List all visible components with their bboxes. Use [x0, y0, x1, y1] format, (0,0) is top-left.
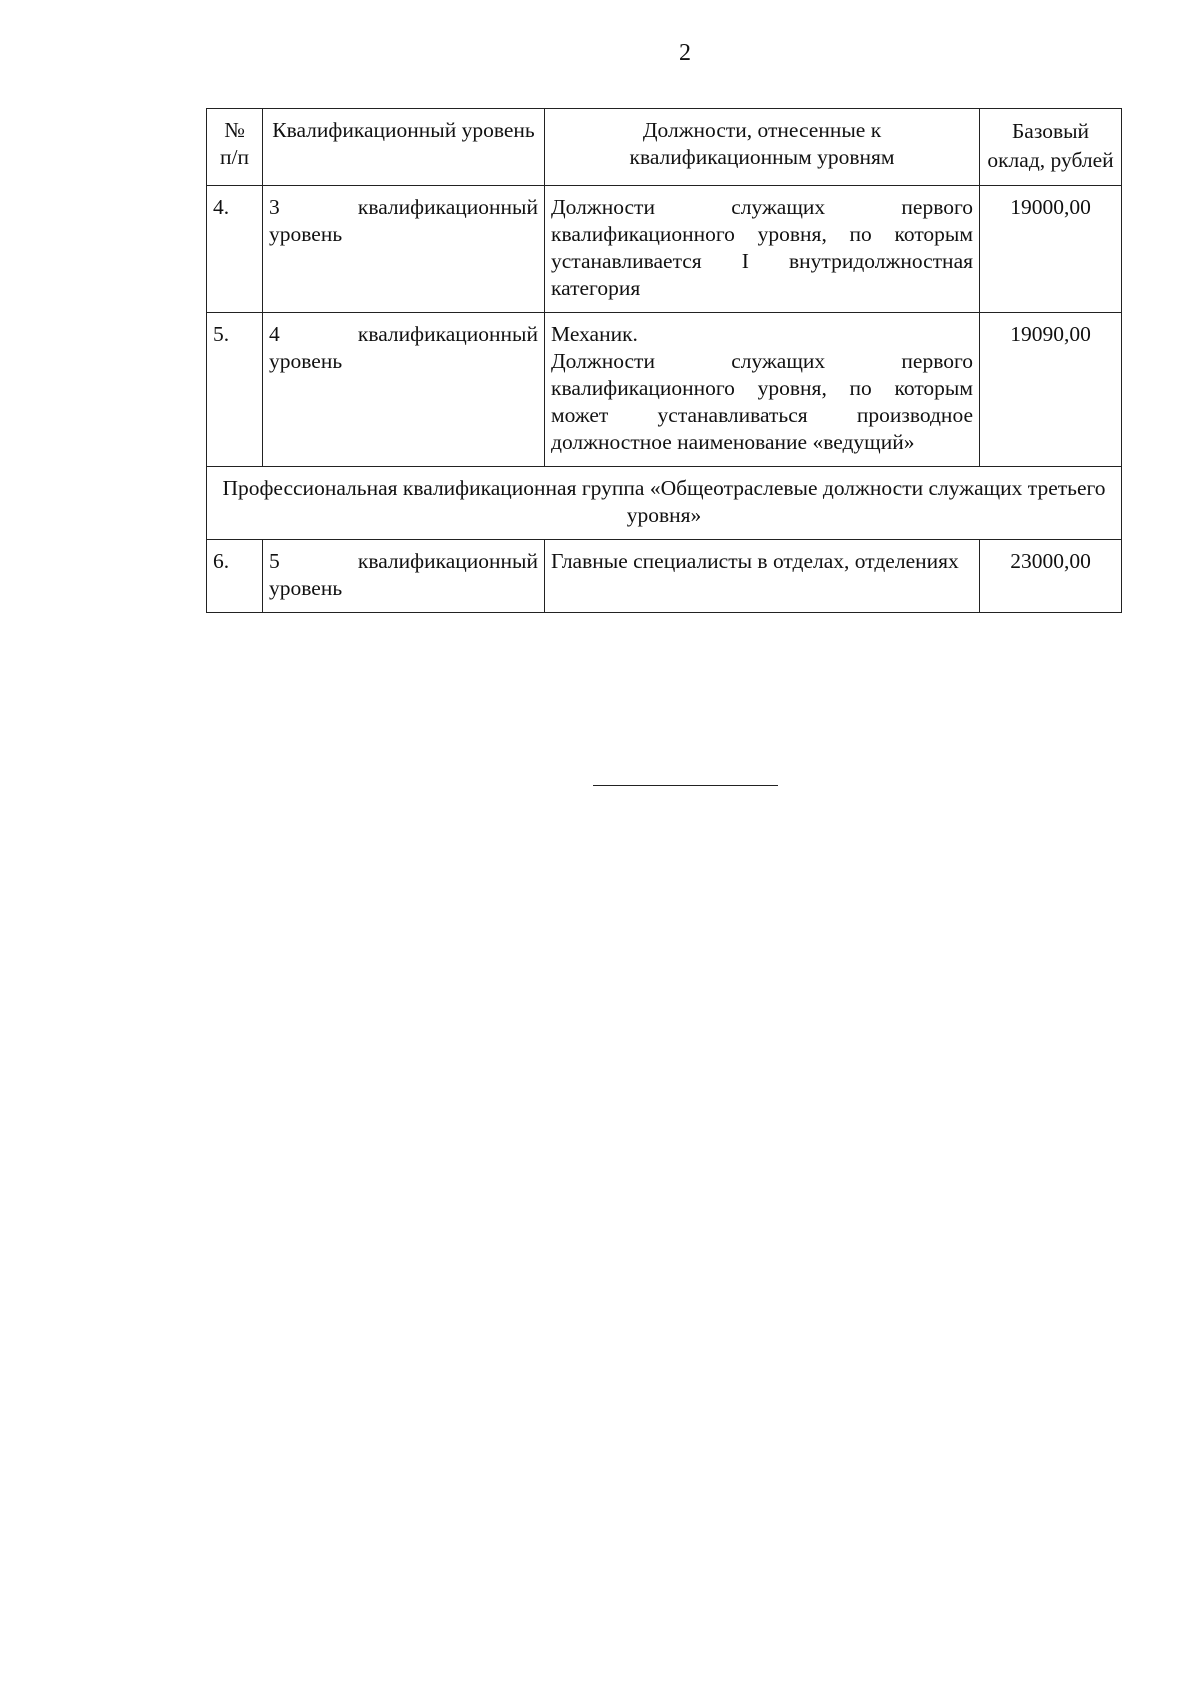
table-row [207, 186, 1122, 313]
level-tail: уровень [269, 349, 343, 373]
row-level [263, 540, 545, 613]
row-salary: 19090,00 [980, 313, 1122, 467]
professional-group-title: Профессиональная квалификационная группа «Общеотраслевые должности служащих третьего уровня» [207, 467, 1122, 540]
row-num: 4. [207, 186, 263, 313]
level-tail: уровень [269, 576, 343, 600]
position-text: Механик. [551, 322, 638, 346]
table-header-row [207, 109, 1122, 186]
level-number: 3 [269, 195, 280, 219]
header-positions: Должности, отнесенные к квалификационным уровням [545, 109, 980, 186]
header-salary: Базовый оклад, рублей [980, 109, 1122, 186]
position-text: Главные специалисты в отделах, отделениях [551, 549, 959, 573]
row-level [263, 186, 545, 313]
row-positions [545, 540, 980, 613]
level-word: квалификационный [357, 322, 538, 346]
table-row [207, 540, 1122, 613]
table-row [207, 313, 1122, 467]
row-positions [545, 186, 980, 313]
header-level: Квалификационный уровень [263, 109, 545, 186]
row-positions [545, 313, 980, 467]
level-word: квалификационный [357, 549, 538, 573]
row-salary: 23000,00 [980, 540, 1122, 613]
level-word: квалификационный [357, 195, 538, 219]
position-text: Должности служащих первого квалификационного уровня, по которым устанавливается I внутридолжностная категория [551, 195, 973, 300]
row-level [263, 313, 545, 467]
page-number: 2 [679, 40, 691, 66]
salary-table [206, 108, 1122, 613]
group-row [207, 467, 1122, 540]
level-tail: уровень [269, 222, 343, 246]
row-num: 5. [207, 313, 263, 467]
row-salary: 19000,00 [980, 186, 1122, 313]
row-num: 6. [207, 540, 263, 613]
position-text: Должности служащих первого квалификационного уровня, по которым может устанавливаться производное должностное наименование «ведущий» [551, 349, 973, 454]
end-divider [593, 785, 778, 786]
level-number: 4 [269, 322, 280, 346]
header-num: № п/п [207, 109, 263, 186]
level-number: 5 [269, 549, 280, 573]
